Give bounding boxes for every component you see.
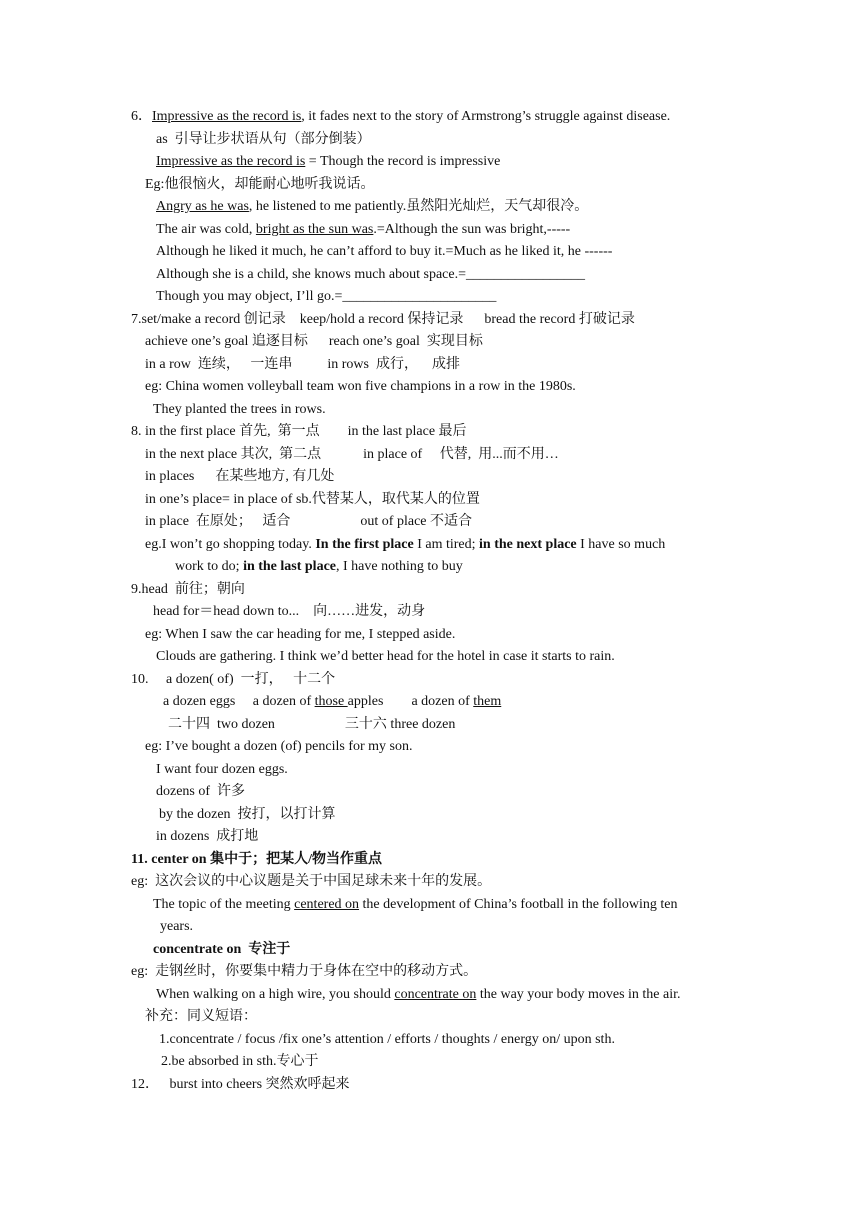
text-segment: , it fades next to the story of Armstrong’s struggle against disease. xyxy=(301,109,671,124)
text-segment: as 引导让步状语从句（部分倒装） xyxy=(156,132,371,147)
text-segment: 10. a dozen( of) 一打， 十二个 xyxy=(131,672,336,687)
text-segment: the development of China’s football in the following ten xyxy=(359,897,678,912)
text-segment: apples a dozen of xyxy=(347,694,474,709)
text-line xyxy=(145,333,483,351)
text-segment: 补充：同义短语： xyxy=(145,1009,257,1024)
underlined-text: centered on xyxy=(294,897,360,912)
text-line xyxy=(145,536,665,554)
text-segment: in place 在原处； 适合 out of place 不适合 xyxy=(145,514,473,529)
text-line xyxy=(145,491,480,509)
text-segment: in the next place 其次, 第二点 in place of 代替, 用...而不用… xyxy=(145,447,559,462)
text-line xyxy=(161,1053,318,1071)
bold-text: in the next place xyxy=(479,537,577,552)
text-line xyxy=(153,401,326,419)
text-line xyxy=(131,851,382,869)
text-segment: eg: 走钢丝时，你要集中精力于身体在空中的移动方式。 xyxy=(131,964,478,979)
text-segment: The air was cold, xyxy=(156,222,256,237)
text-segment: work to do; xyxy=(175,559,244,574)
text-segment: in dozens 成打地 xyxy=(156,829,259,844)
text-line xyxy=(156,266,585,284)
text-line xyxy=(159,806,336,824)
text-segment: a dozen eggs a dozen of xyxy=(163,694,315,709)
text-segment: Clouds are gathering. I think we’d better head for the hotel in case it starts to rain. xyxy=(156,649,615,664)
underlined-text: them xyxy=(473,694,502,709)
underlined-text: Angry as he was xyxy=(156,199,249,214)
text-segment: in a row 连续， 一连串 in rows 成行， 成排 xyxy=(145,357,460,372)
text-segment: Though you may object, I’ll go.=______________________ xyxy=(156,289,497,304)
text-segment: eg: When I saw the car heading for me, I stepped aside. xyxy=(145,627,456,642)
text-line xyxy=(156,828,258,846)
text-segment: They planted the trees in rows. xyxy=(153,402,326,417)
text-line xyxy=(160,918,193,936)
text-line xyxy=(175,558,463,576)
text-segment: eg: 这次会议的中心议题是关于中国足球未来十年的发展。 xyxy=(131,874,492,889)
text-line xyxy=(156,288,496,306)
underlined-text: those xyxy=(314,694,348,709)
text-line xyxy=(163,693,501,711)
text-line xyxy=(145,468,334,486)
text-segment: in one’s place= in place of sb.代替某人，取代某人的位置 xyxy=(145,492,480,507)
text-segment: When walking on a high wire, you should xyxy=(156,987,395,1002)
text-line xyxy=(156,221,570,239)
text-line xyxy=(156,986,681,1004)
underlined-text: bright as the sun was xyxy=(255,222,374,237)
text-segment: eg: I’ve bought a dozen (of) pencils for my son. xyxy=(145,739,413,754)
text-segment: I want four dozen eggs. xyxy=(156,762,288,777)
text-line xyxy=(156,783,245,801)
text-line xyxy=(145,446,559,464)
text-segment: , he listened to me patiently.虽然阳光灿烂，天气却很冷。 xyxy=(248,199,589,214)
text-line xyxy=(156,153,500,171)
underlined-text: concentrate on xyxy=(394,987,477,1002)
text-line xyxy=(131,1076,350,1094)
text-line xyxy=(168,716,455,734)
text-line xyxy=(156,198,588,216)
text-segment: achieve one’s goal 追逐目标 reach one’s goal 实现目标 xyxy=(145,334,483,349)
text-line xyxy=(145,1008,257,1026)
text-segment: head for＝head down to... 向……进发，动身 xyxy=(153,604,426,619)
text-segment: 9.head 前往；朝向 xyxy=(131,582,245,597)
text-segment: the way your body moves in the air. xyxy=(476,987,681,1002)
text-segment: in places 在某些地方, 有几处 xyxy=(145,469,335,484)
bold-text: concentrate on 专注于 xyxy=(153,942,291,957)
text-line xyxy=(153,941,290,959)
text-segment: Although he liked it much, he can’t afford to buy it.=Much as he liked it, he ------ xyxy=(156,244,613,259)
text-segment: by the dozen 按打，以打计算 xyxy=(159,807,336,822)
text-segment: , I have nothing to buy xyxy=(336,559,463,574)
text-segment: 12． burst into cheers 突然欢呼起来 xyxy=(131,1077,350,1092)
text-line xyxy=(131,581,245,599)
text-line xyxy=(131,671,335,689)
text-segment: eg: China women volleyball team won five champions in a row in the 1980s. xyxy=(145,379,576,394)
text-segment: I have so much xyxy=(576,537,666,552)
text-line xyxy=(156,648,615,666)
underlined-text: Impressive as the record is xyxy=(156,154,306,169)
text-segment: 8. in the first place 首先, 第一点 in the last place 最后 xyxy=(131,424,467,439)
text-line xyxy=(145,738,412,756)
text-line xyxy=(131,873,491,891)
text-line xyxy=(156,243,612,261)
text-segment: .=Although the sun was bright,----- xyxy=(373,222,571,237)
bold-text: In the first place xyxy=(315,537,414,552)
text-segment: 6． xyxy=(131,109,152,124)
bold-text: 11. center on 集中于；把某人/物当作重点 xyxy=(131,852,382,867)
text-segment: 1.concentrate / focus /fix one’s attention / efforts / thoughts / energy on/ upon sth. xyxy=(159,1032,615,1047)
text-line xyxy=(145,513,472,531)
text-line xyxy=(159,1031,615,1049)
text-line xyxy=(131,108,670,126)
text-line xyxy=(131,311,635,329)
text-segment: 7.set/make a record 创记录 keep/hold a record 保持记录 bread the record 打破记录 xyxy=(131,312,635,327)
text-line xyxy=(131,423,467,441)
text-segment: years. xyxy=(160,919,194,934)
text-line xyxy=(145,378,576,396)
text-segment: eg.I won’t go shopping today. xyxy=(145,537,316,552)
text-segment: Eg:他很恼火，却能耐心地听我说话。 xyxy=(145,177,375,192)
text-segment: The topic of the meeting xyxy=(153,897,295,912)
bold-text: in the last place xyxy=(243,559,337,574)
text-segment: 二十四 two dozen 三十六 three dozen xyxy=(168,717,456,732)
text-line xyxy=(156,761,288,779)
text-line xyxy=(145,176,374,194)
text-segment: Although she is a child, she knows much about space.=_________________ xyxy=(156,267,586,282)
text-line xyxy=(156,131,371,149)
text-segment: I am tired; xyxy=(413,537,480,552)
text-segment: dozens of 许多 xyxy=(156,784,246,799)
text-line xyxy=(145,356,460,374)
text-segment: = Though the record is impressive xyxy=(305,154,501,169)
text-line xyxy=(145,626,455,644)
underlined-text: Impressive as the record is xyxy=(152,109,302,124)
text-line xyxy=(153,603,425,621)
text-line xyxy=(131,963,477,981)
text-line xyxy=(153,896,678,914)
text-segment: 2.be absorbed in sth.专心于 xyxy=(161,1054,319,1069)
